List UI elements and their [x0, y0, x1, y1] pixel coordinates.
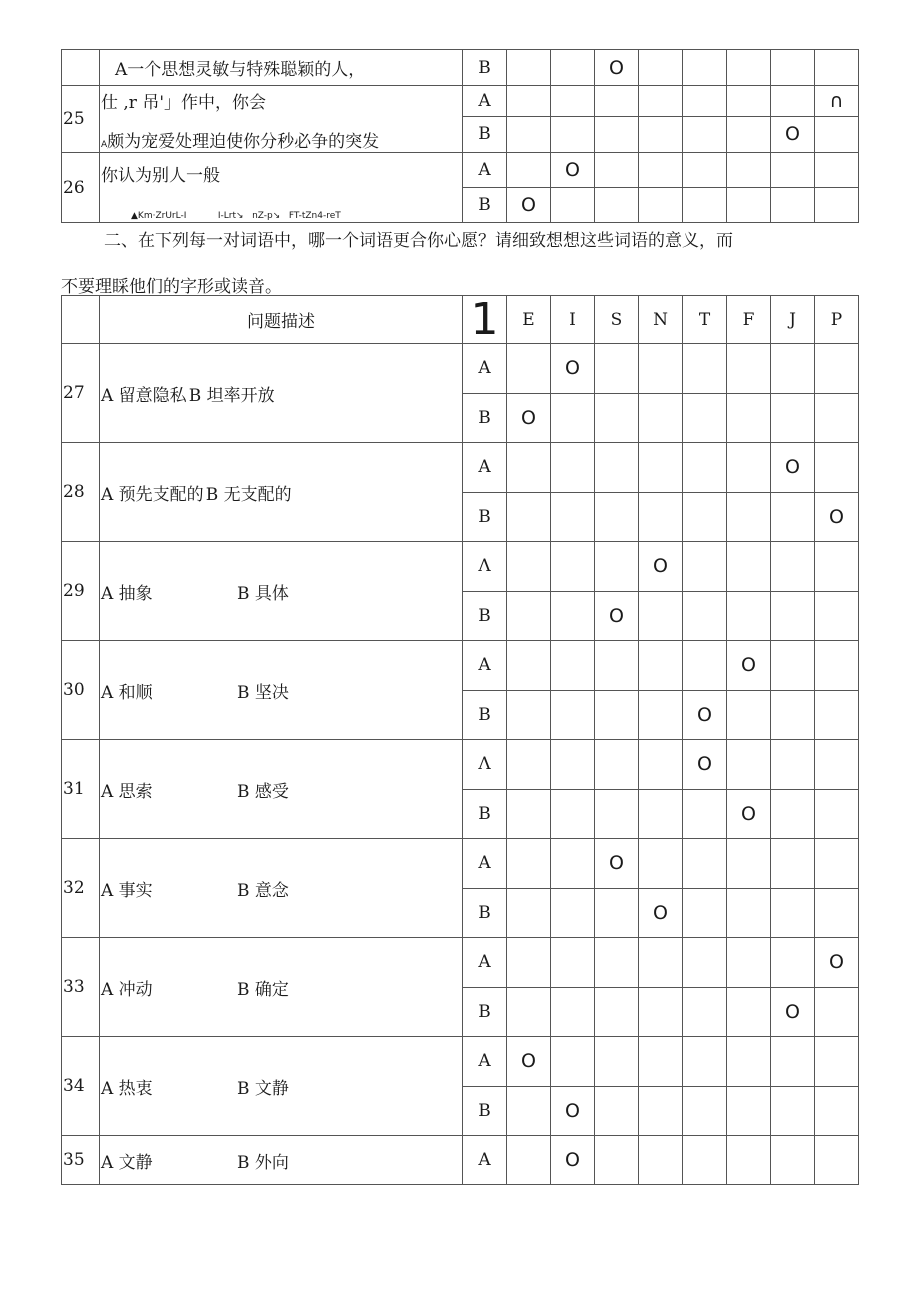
answer-cell[interactable] — [771, 789, 815, 839]
answer-mark-e[interactable]: O — [507, 393, 551, 443]
answer-cell[interactable] — [815, 888, 859, 938]
answer-cell[interactable] — [595, 1136, 639, 1185]
answer-cell[interactable] — [595, 153, 639, 188]
answer-cell[interactable] — [595, 888, 639, 938]
word-option-b: B 无支配的 — [205, 484, 292, 505]
answer-cell[interactable] — [507, 344, 551, 394]
answer-cell[interactable] — [815, 1086, 859, 1136]
question-number: 27 — [62, 344, 100, 443]
answer-cell[interactable] — [727, 153, 771, 188]
answer-cell[interactable] — [727, 86, 771, 117]
answer-cell[interactable] — [639, 492, 683, 542]
header-col-t: T — [683, 296, 727, 344]
answer-cell[interactable] — [595, 393, 639, 443]
answer-cell[interactable] — [507, 50, 551, 86]
choice-label: Λ — [463, 542, 507, 592]
instruction-line-1: 二、在下列每一对词语中，哪一个词语更合你心愿？请细致想想这些词语的意义，而 — [104, 231, 733, 251]
word-option-a: A 抽象 — [101, 583, 153, 604]
word-pair-description — [100, 1037, 463, 1136]
word-pair-description — [100, 641, 463, 740]
answer-cell[interactable] — [683, 188, 727, 223]
answer-cell[interactable] — [771, 839, 815, 889]
table-header-row — [62, 296, 859, 344]
table-row-27a — [62, 344, 859, 394]
answer-cell[interactable] — [683, 641, 727, 691]
table-row-34a — [62, 1037, 859, 1087]
answer-cell[interactable] — [551, 492, 595, 542]
table-row-25a — [62, 86, 859, 117]
answer-mark-i[interactable]: O — [551, 1086, 595, 1136]
answer-cell[interactable] — [551, 690, 595, 740]
word-pair-description — [100, 839, 463, 938]
answer-cell[interactable] — [507, 641, 551, 691]
table-row-29a — [62, 542, 859, 592]
table-row-31a — [62, 740, 859, 790]
description-prefix: A — [101, 140, 108, 150]
answer-cell[interactable] — [771, 1037, 815, 1087]
answer-cell[interactable] — [639, 393, 683, 443]
answer-cell[interactable] — [683, 987, 727, 1037]
answer-cell[interactable] — [815, 443, 859, 493]
answer-mark-s[interactable]: O — [595, 839, 639, 889]
question-number: 35 — [62, 1136, 100, 1185]
answer-cell[interactable] — [595, 188, 639, 223]
answer-cell[interactable] — [507, 542, 551, 592]
answer-cell[interactable] — [595, 542, 639, 592]
answer-cell[interactable] — [727, 188, 771, 223]
answer-cell[interactable] — [815, 987, 859, 1037]
table-row-30a — [62, 641, 859, 691]
answer-mark-t[interactable]: O — [683, 690, 727, 740]
answer-cell[interactable] — [815, 393, 859, 443]
answer-cell[interactable] — [815, 188, 859, 223]
answer-cell[interactable] — [815, 740, 859, 790]
answer-cell[interactable] — [771, 344, 815, 394]
answer-cell[interactable] — [507, 116, 551, 152]
choice-label: B — [463, 50, 507, 86]
answer-mark-p[interactable]: O — [815, 938, 859, 988]
answer-cell[interactable] — [595, 987, 639, 1037]
answer-cell[interactable] — [683, 839, 727, 889]
question-description: A一个思想灵敏与特殊聪颖的人， — [100, 50, 463, 86]
answer-cell[interactable] — [595, 1086, 639, 1136]
answer-cell[interactable] — [595, 344, 639, 394]
answer-cell[interactable] — [771, 542, 815, 592]
answer-cell[interactable] — [551, 443, 595, 493]
answer-mark-e[interactable]: O — [507, 1037, 551, 1087]
choice-label: B — [463, 1086, 507, 1136]
word-option-a: A 事实 — [101, 880, 153, 901]
choice-label: B — [463, 393, 507, 443]
word-option-a: A 和顺 — [101, 682, 153, 703]
answer-cell[interactable] — [727, 740, 771, 790]
word-option-a: A 留意隐私 — [101, 385, 187, 406]
answer-mark-j[interactable]: O — [771, 116, 815, 152]
answer-cell[interactable] — [551, 86, 595, 117]
choice-label: B — [463, 789, 507, 839]
choice-label: A — [463, 641, 507, 691]
answer-cell[interactable] — [507, 492, 551, 542]
answer-cell[interactable] — [683, 153, 727, 188]
answer-cell[interactable] — [507, 740, 551, 790]
answer-cell[interactable] — [727, 492, 771, 542]
question-number: 25 — [62, 86, 100, 153]
answer-cell[interactable] — [815, 153, 859, 188]
choice-label: A — [463, 86, 507, 117]
header-col-e: E — [507, 296, 551, 344]
choice-label: B — [463, 188, 507, 223]
answer-cell[interactable] — [639, 443, 683, 493]
word-option-b: B 坚决 — [237, 682, 289, 703]
answer-cell[interactable] — [507, 690, 551, 740]
choice-label: B — [463, 690, 507, 740]
answer-cell[interactable] — [727, 1136, 771, 1185]
answer-cell[interactable] — [771, 591, 815, 641]
word-pair-description — [100, 443, 463, 542]
word-pair-description — [100, 344, 463, 443]
answer-cell[interactable] — [639, 1086, 683, 1136]
answer-cell[interactable] — [551, 938, 595, 988]
answer-cell[interactable] — [683, 1136, 727, 1185]
answer-cell[interactable] — [551, 188, 595, 223]
answer-mark-f[interactable]: O — [727, 641, 771, 691]
header-col-i: I — [551, 296, 595, 344]
answer-cell[interactable] — [683, 50, 727, 86]
answer-cell[interactable] — [683, 1037, 727, 1087]
answer-cell[interactable] — [727, 690, 771, 740]
choice-label: A — [463, 443, 507, 493]
answer-mark-i[interactable]: O — [551, 344, 595, 394]
answer-mark-p[interactable]: O — [815, 492, 859, 542]
word-option-b: B 具体 — [237, 583, 289, 604]
header-col-n: N — [639, 296, 683, 344]
answer-mark-i[interactable]: O — [551, 153, 595, 188]
choice-label: B — [463, 591, 507, 641]
answer-cell[interactable] — [815, 789, 859, 839]
question-number: 33 — [62, 938, 100, 1037]
answer-cell[interactable] — [683, 393, 727, 443]
word-option-b: B 意念 — [237, 880, 289, 901]
answer-cell[interactable] — [595, 938, 639, 988]
answer-cell[interactable] — [683, 591, 727, 641]
answer-cell[interactable] — [815, 591, 859, 641]
answer-mark-s[interactable]: O — [595, 591, 639, 641]
table-row-33a — [62, 938, 859, 988]
answer-cell[interactable] — [595, 1037, 639, 1087]
question-number: 31 — [62, 740, 100, 839]
answer-cell[interactable] — [771, 393, 815, 443]
word-option-a: A 思索 — [101, 781, 153, 802]
choice-label: B — [463, 116, 507, 152]
choice-label: Λ — [463, 740, 507, 790]
answer-cell[interactable] — [727, 116, 771, 152]
answer-mark-p[interactable]: ∩ — [815, 86, 859, 117]
answer-cell[interactable] — [507, 839, 551, 889]
header-col-f: F — [727, 296, 771, 344]
answer-cell[interactable] — [551, 839, 595, 889]
answer-cell[interactable] — [507, 789, 551, 839]
choice-label: B — [463, 492, 507, 542]
answer-cell[interactable] — [727, 938, 771, 988]
answer-cell[interactable] — [727, 393, 771, 443]
answer-cell[interactable] — [595, 492, 639, 542]
answer-mark-s[interactable]: O — [595, 50, 639, 86]
answer-cell[interactable] — [815, 1037, 859, 1087]
answer-cell[interactable] — [639, 987, 683, 1037]
choice-label: A — [463, 344, 507, 394]
answer-cell[interactable] — [639, 690, 683, 740]
answer-cell[interactable] — [551, 116, 595, 152]
word-pair-description — [100, 938, 463, 1037]
answer-cell[interactable] — [815, 542, 859, 592]
answer-cell[interactable] — [771, 641, 815, 691]
answer-cell[interactable] — [771, 888, 815, 938]
answer-cell[interactable] — [507, 153, 551, 188]
answer-mark-j[interactable]: O — [771, 443, 815, 493]
answer-cell[interactable] — [727, 839, 771, 889]
word-option-b: B 确定 — [237, 979, 289, 1000]
question-number: 34 — [62, 1037, 100, 1136]
header-description: 问题描述 — [100, 296, 463, 344]
answer-cell[interactable] — [683, 443, 727, 493]
answer-mark-e[interactable]: O — [507, 188, 551, 223]
answer-cell[interactable] — [771, 1086, 815, 1136]
answer-cell[interactable] — [551, 50, 595, 86]
table-row-28a — [62, 443, 859, 493]
answer-mark-i[interactable]: O — [551, 1136, 595, 1185]
answer-cell[interactable] — [771, 938, 815, 988]
answer-mark-n[interactable]: O — [639, 542, 683, 592]
table-row-26a — [62, 153, 859, 188]
answer-cell[interactable] — [815, 50, 859, 86]
answer-cell[interactable] — [639, 344, 683, 394]
garbled-text: ▲Km·ZrUrL-I I-Lrt↘ nZ-p↘ FT-tZn4-reT — [131, 211, 341, 221]
answer-cell[interactable] — [551, 888, 595, 938]
answer-cell[interactable] — [639, 50, 683, 86]
answer-cell[interactable] — [639, 591, 683, 641]
word-pair-description — [100, 1136, 463, 1185]
choice-label: A — [463, 1136, 507, 1185]
word-pair-description — [100, 542, 463, 641]
answer-cell[interactable] — [507, 1086, 551, 1136]
answer-cell[interactable] — [639, 839, 683, 889]
answer-cell[interactable] — [551, 740, 595, 790]
word-option-b: B 感受 — [237, 781, 289, 802]
answer-cell[interactable] — [639, 116, 683, 152]
header-col-j: J — [771, 296, 815, 344]
answer-cell[interactable] — [551, 393, 595, 443]
choice-label: B — [463, 888, 507, 938]
answer-mark-j[interactable]: O — [771, 987, 815, 1037]
answer-cell[interactable] — [815, 1136, 859, 1185]
answer-cell[interactable] — [639, 641, 683, 691]
answer-cell[interactable] — [683, 344, 727, 394]
top-question-table — [61, 49, 859, 223]
answer-cell[interactable] — [683, 86, 727, 117]
answer-cell[interactable] — [507, 591, 551, 641]
question-number: 26 — [62, 153, 100, 223]
instruction-line-2: 不要理睬他们的字形或读音。 — [61, 277, 282, 297]
word-option-b: B 文静 — [237, 1078, 289, 1099]
header-col-s: S — [595, 296, 639, 344]
answer-cell[interactable] — [639, 938, 683, 988]
word-option-a: A 预先支配的 — [101, 484, 204, 505]
answer-cell[interactable] — [507, 987, 551, 1037]
answer-cell[interactable] — [815, 641, 859, 691]
answer-cell[interactable] — [683, 789, 727, 839]
header-col-p: P — [815, 296, 859, 344]
word-option-a: A 文静 — [101, 1152, 153, 1173]
answer-cell[interactable] — [771, 50, 815, 86]
choice-label: A — [463, 938, 507, 988]
choice-label: A — [463, 153, 507, 188]
answer-cell[interactable] — [595, 740, 639, 790]
answer-cell[interactable] — [639, 1037, 683, 1087]
word-pair-table — [61, 295, 859, 1185]
answer-cell[interactable] — [727, 1037, 771, 1087]
answer-cell[interactable] — [683, 492, 727, 542]
answer-cell[interactable] — [551, 1037, 595, 1087]
answer-cell[interactable] — [595, 443, 639, 493]
answer-cell[interactable] — [771, 1136, 815, 1185]
answer-cell[interactable] — [771, 740, 815, 790]
answer-cell[interactable] — [595, 641, 639, 691]
answer-cell[interactable] — [771, 86, 815, 117]
word-option-b: B 外向 — [237, 1152, 289, 1173]
answer-cell[interactable] — [551, 789, 595, 839]
answer-cell[interactable] — [727, 888, 771, 938]
answer-cell[interactable] — [683, 1086, 727, 1136]
answer-cell[interactable] — [727, 443, 771, 493]
answer-cell[interactable] — [507, 938, 551, 988]
answer-cell[interactable] — [771, 492, 815, 542]
answer-cell[interactable] — [771, 690, 815, 740]
answer-cell[interactable] — [639, 153, 683, 188]
word-option-b: B 坦率开放 — [188, 385, 275, 406]
question-description — [100, 86, 463, 153]
word-option-a: A 热衷 — [101, 1078, 153, 1099]
table-row-24 — [62, 50, 859, 86]
answer-cell[interactable] — [551, 987, 595, 1037]
description-line-1: 仕 ,r 吊'」作中，你会 — [101, 93, 267, 113]
question-description — [100, 153, 463, 223]
answer-cell[interactable] — [507, 888, 551, 938]
word-pair-description — [100, 740, 463, 839]
answer-cell[interactable] — [771, 188, 815, 223]
answer-cell[interactable] — [727, 542, 771, 592]
answer-cell[interactable] — [683, 542, 727, 592]
word-option-a: A 冲动 — [101, 979, 153, 1000]
answer-cell[interactable] — [683, 116, 727, 152]
answer-cell[interactable] — [595, 86, 639, 117]
answer-cell[interactable] — [815, 344, 859, 394]
question-number: 28 — [62, 443, 100, 542]
answer-cell[interactable] — [727, 1086, 771, 1136]
answer-cell[interactable] — [507, 86, 551, 117]
answer-cell[interactable] — [815, 690, 859, 740]
answer-cell[interactable] — [639, 1136, 683, 1185]
question-number: 32 — [62, 839, 100, 938]
answer-cell[interactable] — [727, 50, 771, 86]
answer-cell[interactable] — [639, 86, 683, 117]
choice-label: A — [463, 1037, 507, 1087]
answer-cell[interactable] — [595, 690, 639, 740]
answer-cell[interactable] — [551, 641, 595, 691]
description-line-1: 你认为别人一般 — [101, 166, 220, 186]
answer-cell[interactable] — [727, 987, 771, 1037]
answer-mark-f[interactable]: O — [727, 789, 771, 839]
answer-cell[interactable] — [727, 344, 771, 394]
answer-cell[interactable] — [683, 938, 727, 988]
answer-cell[interactable] — [551, 542, 595, 592]
choice-label: B — [463, 987, 507, 1037]
answer-cell[interactable] — [771, 153, 815, 188]
answer-cell[interactable] — [815, 839, 859, 889]
answer-mark-n[interactable]: O — [639, 888, 683, 938]
question-number: 30 — [62, 641, 100, 740]
table-row-35a — [62, 1136, 859, 1185]
table-row-32a — [62, 839, 859, 889]
answer-cell[interactable] — [507, 1136, 551, 1185]
answer-mark-t[interactable]: O — [683, 740, 727, 790]
answer-cell[interactable] — [727, 591, 771, 641]
answer-cell[interactable] — [551, 591, 595, 641]
answer-cell[interactable] — [639, 740, 683, 790]
answer-cell[interactable] — [683, 888, 727, 938]
answer-cell[interactable] — [507, 443, 551, 493]
question-number: 29 — [62, 542, 100, 641]
question-number — [62, 50, 100, 86]
answer-cell[interactable] — [595, 789, 639, 839]
answer-cell[interactable] — [639, 789, 683, 839]
answer-cell[interactable] — [815, 116, 859, 152]
header-col-1: 1 — [463, 296, 507, 344]
answer-cell[interactable] — [639, 188, 683, 223]
description-line-2: 颇为宠爱处理迫使你分秒必争的突发 — [107, 132, 380, 152]
choice-label: A — [463, 839, 507, 889]
header-number — [62, 296, 100, 344]
answer-cell[interactable] — [595, 116, 639, 152]
